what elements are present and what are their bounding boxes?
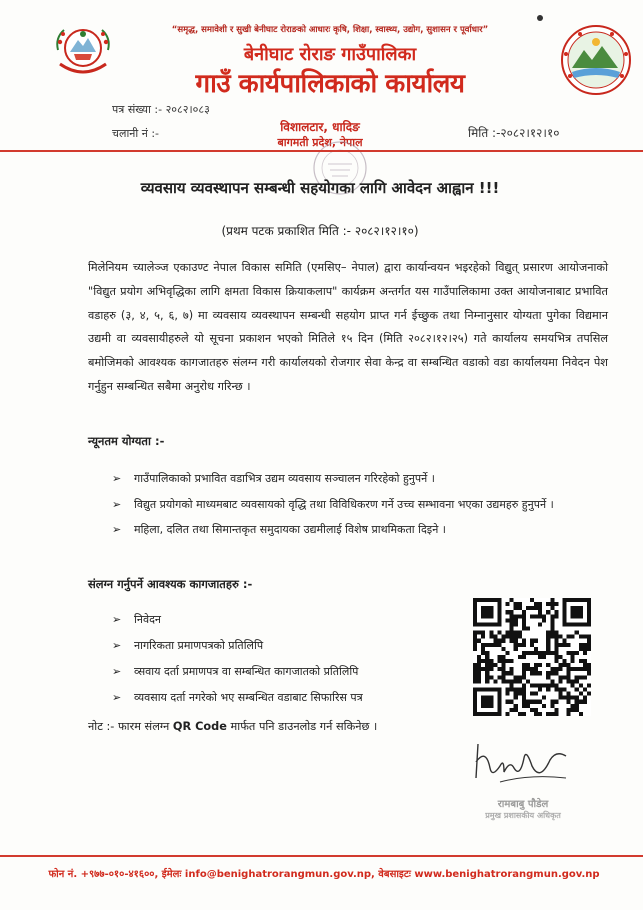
list-item xyxy=(112,688,472,708)
qualifications-list xyxy=(112,468,612,545)
arrow-bullet-icon: ➢ xyxy=(112,613,122,626)
document-text: निवेदन xyxy=(134,613,162,626)
signature xyxy=(470,738,570,792)
documents-heading: संलग्न गर्नुपर्ने आवश्यक कागजातहरु :- xyxy=(88,577,253,591)
notice-body: मिलेनियम च्यालेञ्ज एकाउण्ट नेपाल विकास समिति (एमसिए– नेपाल) द्वारा कार्यान्वयन भइरहेको विद्युत् प्रसारण आयोजनाको "विद्युत प्रयोग अभिवृद्धिका लागि क्षमता विकास क्रियाकलाप" कार्यक्रम अन्तर्गत यस गाउँपालिकामा उक्त आयोजनाबाट प्रभावित वडाहरु (३, ४, ५, ६, ७) मा व्यवसाय व्यवस्थापन सम्बन्धी सहयोग प्राप्त गर्न ईच्छुक तथा निम्नानुसार योग्यता पुगेका विद्यमान उद्यमी वा व्यवसायीहरुले यो सूचना प्रकाशन भएको मितिले १५ दिन (मिति २०८२।१२।२५) गते कार्यालय समयभित्र तपसिल बमोजिमको आवश्यक कागजातहरु संलग्न गरी कार्यालयको रोजगार सेवा केन्द्र वा सम्बन्धित वडाको वडा कार्यालयमा निवेदन पेश गर्नुहुन सम्बन्धित सबैमा अनुरोध गरिन्छ । xyxy=(88,261,608,393)
office-name: गाउँ कार्यपालिकाको कार्यालय xyxy=(195,69,465,99)
footer-contact: फोन नं. +९७७-०१०-४१६००, ईमेलः info@benighatrorangmun.gov.np, वेबसाइटः www.benighatrorangmun.gov.np xyxy=(48,869,600,880)
qr-code[interactable] xyxy=(473,598,591,716)
arrow-bullet-icon: ➢ xyxy=(112,472,122,485)
footer-divider xyxy=(0,855,643,857)
note-prefix: नोट :- फारम संलग्न xyxy=(88,720,173,733)
list-item xyxy=(112,468,612,491)
note-suffix: मार्फत पनि डाउनलोड गर्न सकिनेछ । xyxy=(226,720,378,733)
header-divider xyxy=(0,150,643,152)
document-text: व्यवसाय दर्ता नगरेको भए सम्बन्धित वडाबाट सिफारिस पत्र xyxy=(134,691,363,704)
patra-sankhya: पत्र संख्या :- २०८२।०८३ xyxy=(112,103,210,116)
qualification-text: गाउँपालिकाको प्रभावित वडाभित्र उद्यम व्यवसाय सञ्चालन गरिरहेको हुनुपर्ने । xyxy=(134,472,435,485)
arrow-bullet-icon: ➢ xyxy=(112,639,122,652)
list-item xyxy=(112,519,612,542)
issue-date: मिति :-२०८२।१२।१० xyxy=(468,126,560,140)
notice-title: व्यवसाय व्यवस्थापन सम्बन्धी सहयोगका लागि आवेदन आह्वान !!! xyxy=(140,179,500,197)
ink-mark xyxy=(537,15,543,21)
list-item xyxy=(112,662,472,682)
office-address: विशालटार, धादिङ xyxy=(280,120,360,134)
note xyxy=(88,719,377,734)
documents-list xyxy=(112,610,472,714)
municipality-name: बेनीघाट रोराङ गाउँपालिका xyxy=(243,44,417,65)
chalani-number: चलानी नं :- xyxy=(112,127,160,140)
qualifications-heading: न्यूनतम योग्यता :- xyxy=(88,434,165,448)
nepal-emblem-logo xyxy=(52,20,114,78)
document-text: व्सवाय दर्ता प्रमाणपत्र वा सम्बन्धित कागजातको प्रतिलिपि xyxy=(134,665,359,678)
arrow-bullet-icon: ➢ xyxy=(112,523,122,536)
list-item xyxy=(112,610,472,630)
signer-name: रामबाबु पौडेल xyxy=(497,799,549,810)
arrow-bullet-icon: ➢ xyxy=(112,665,122,678)
arrow-bullet-icon: ➢ xyxy=(112,497,122,511)
municipality-logo xyxy=(560,24,632,96)
signer-title: प्रमुख प्रशासकीय अधिकृत xyxy=(485,811,561,820)
list-item xyxy=(112,494,612,517)
qualification-text: महिला, दलित तथा सिमान्तकृत समुदायका उद्यमीलाई विशेष प्राथमिकता दिइने । xyxy=(134,523,446,536)
office-province: बागमती प्रदेश, नेपाल xyxy=(277,136,363,149)
list-item xyxy=(112,636,472,656)
slogan: “समृद्ध, समावेशी र सुखी बेनीघाट रोराङको आधारः कृषि, शिक्षा, स्वास्थ्य, उद्योग, सुशासन र पूर्वाधार” xyxy=(171,25,489,35)
document-text: नागरिकता प्रमाणपत्रको प्रतिलिपि xyxy=(134,639,264,652)
arrow-bullet-icon: ➢ xyxy=(112,691,122,704)
qualification-text: विद्युत प्रयोगको माध्यमबाट व्यवसायको वृद्धि तथा विविधिकरण गर्ने उच्च सम्भावना भएका उद्यमहरु हुनुपर्ने । xyxy=(134,497,554,511)
first-published-date: (प्रथम पटक प्रकाशित मिति :- २०८२।१२।१०) xyxy=(221,224,419,238)
note-qr-label: QR Code xyxy=(172,720,227,733)
